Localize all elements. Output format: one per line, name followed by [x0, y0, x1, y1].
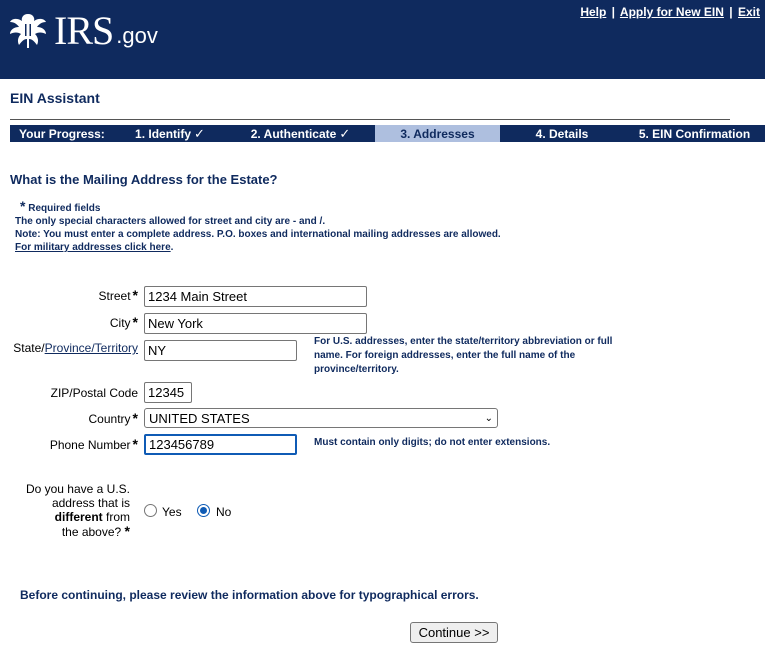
required-star: *: [132, 436, 138, 452]
exit-link[interactable]: Exit: [737, 5, 760, 19]
state-label-text: State/: [13, 341, 45, 355]
progress-label-text: Your Progress:: [19, 126, 105, 141]
apply-new-ein-link[interactable]: Apply for New EIN: [619, 5, 724, 19]
street-input[interactable]: [144, 286, 367, 307]
question-bold: different: [54, 510, 103, 524]
section-question: What is the Mailing Address for the Estate?: [10, 172, 278, 187]
logo-gov-text: .gov: [116, 23, 158, 48]
progress-step-identify: [114, 125, 226, 142]
step-label: 3. Addresses: [400, 126, 475, 141]
logo-irs-text: IRS: [54, 8, 114, 53]
link-separator: |: [729, 5, 733, 19]
required-note: Required fields: [28, 203, 101, 214]
irs-logo[interactable]: [8, 8, 158, 53]
required-star: *: [124, 523, 130, 539]
zip-input[interactable]: [144, 382, 192, 403]
required-star: *: [20, 198, 26, 214]
province-territory-link[interactable]: Province/Territory: [44, 341, 138, 355]
step-label: 4. Details: [535, 126, 589, 141]
state-label: [13, 341, 138, 355]
city-label: [110, 314, 138, 330]
country-label: [89, 410, 138, 426]
no-radio[interactable]: [197, 504, 210, 517]
city-label-text: City: [109, 316, 131, 330]
step-label: 2. Authenticate: [250, 126, 337, 141]
header-links: [580, 5, 760, 19]
review-note: Before continuing, please review the information above for typographical errors.: [20, 588, 479, 602]
required-star: *: [132, 287, 138, 303]
military-address-link[interactable]: For military addresses click here: [15, 242, 171, 253]
country-label-text: Country: [88, 412, 131, 426]
question-line: from: [102, 510, 130, 524]
progress-step-details: [500, 125, 624, 142]
complete-address-note: Note: You must enter a complete address. P.O. boxes and international mailing addresses are allowed.: [15, 229, 501, 240]
state-input[interactable]: [144, 340, 297, 361]
question-line: the above?: [61, 525, 122, 539]
state-hint: For U.S. addresses, enter the state/territory abbreviation or full name. For foreign addresses, enter the full name of the province/territory.: [314, 336, 613, 375]
zip-label: [51, 386, 138, 400]
page-title: EIN Assistant: [10, 90, 100, 106]
city-input[interactable]: [144, 313, 367, 334]
continue-button[interactable]: Continue >>: [410, 622, 498, 643]
progress-step-addresses: [375, 125, 500, 142]
progress-step-authenticate: [226, 125, 375, 142]
phone-hint: Must contain only digits; do not enter extensions.: [314, 437, 551, 448]
special-chars-note: The only special characters allowed for street and city are - and /.: [15, 216, 326, 227]
check-icon: ✓: [339, 125, 351, 141]
street-label: [99, 287, 138, 303]
required-star: *: [132, 314, 138, 330]
country-selected-value: UNITED STATES: [149, 410, 250, 426]
street-label-text: Street: [98, 289, 131, 303]
help-link[interactable]: Help: [580, 5, 607, 19]
country-select[interactable]: [144, 408, 498, 428]
phone-input[interactable]: [144, 434, 297, 455]
chevron-down-icon: ⌄: [484, 412, 493, 424]
link-separator: |: [611, 5, 616, 19]
yes-radio[interactable]: [144, 504, 157, 517]
eagle-icon: [8, 12, 48, 50]
phone-label-text: Phone Number: [49, 438, 131, 452]
phone-label: [50, 436, 138, 452]
question-line: address that is: [51, 496, 130, 510]
check-icon: ✓: [194, 125, 205, 141]
instructions: [15, 200, 501, 254]
question-line: Do you have a U.S.: [25, 482, 130, 496]
title-divider: [10, 119, 730, 120]
step-label: 5. EIN Confirmation: [638, 126, 751, 141]
progress-bar: [10, 125, 765, 142]
progress-step-ein-confirmation: [624, 125, 765, 142]
step-label: 1. Identify: [135, 126, 192, 141]
different-us-address-question: [10, 482, 130, 539]
no-label[interactable]: No: [216, 505, 232, 519]
period: .: [170, 242, 174, 253]
zip-label-text: ZIP/Postal Code: [50, 386, 138, 400]
yes-label[interactable]: Yes: [162, 505, 182, 519]
required-star: *: [132, 410, 138, 426]
top-banner: [0, 0, 765, 79]
progress-label: [10, 125, 114, 142]
